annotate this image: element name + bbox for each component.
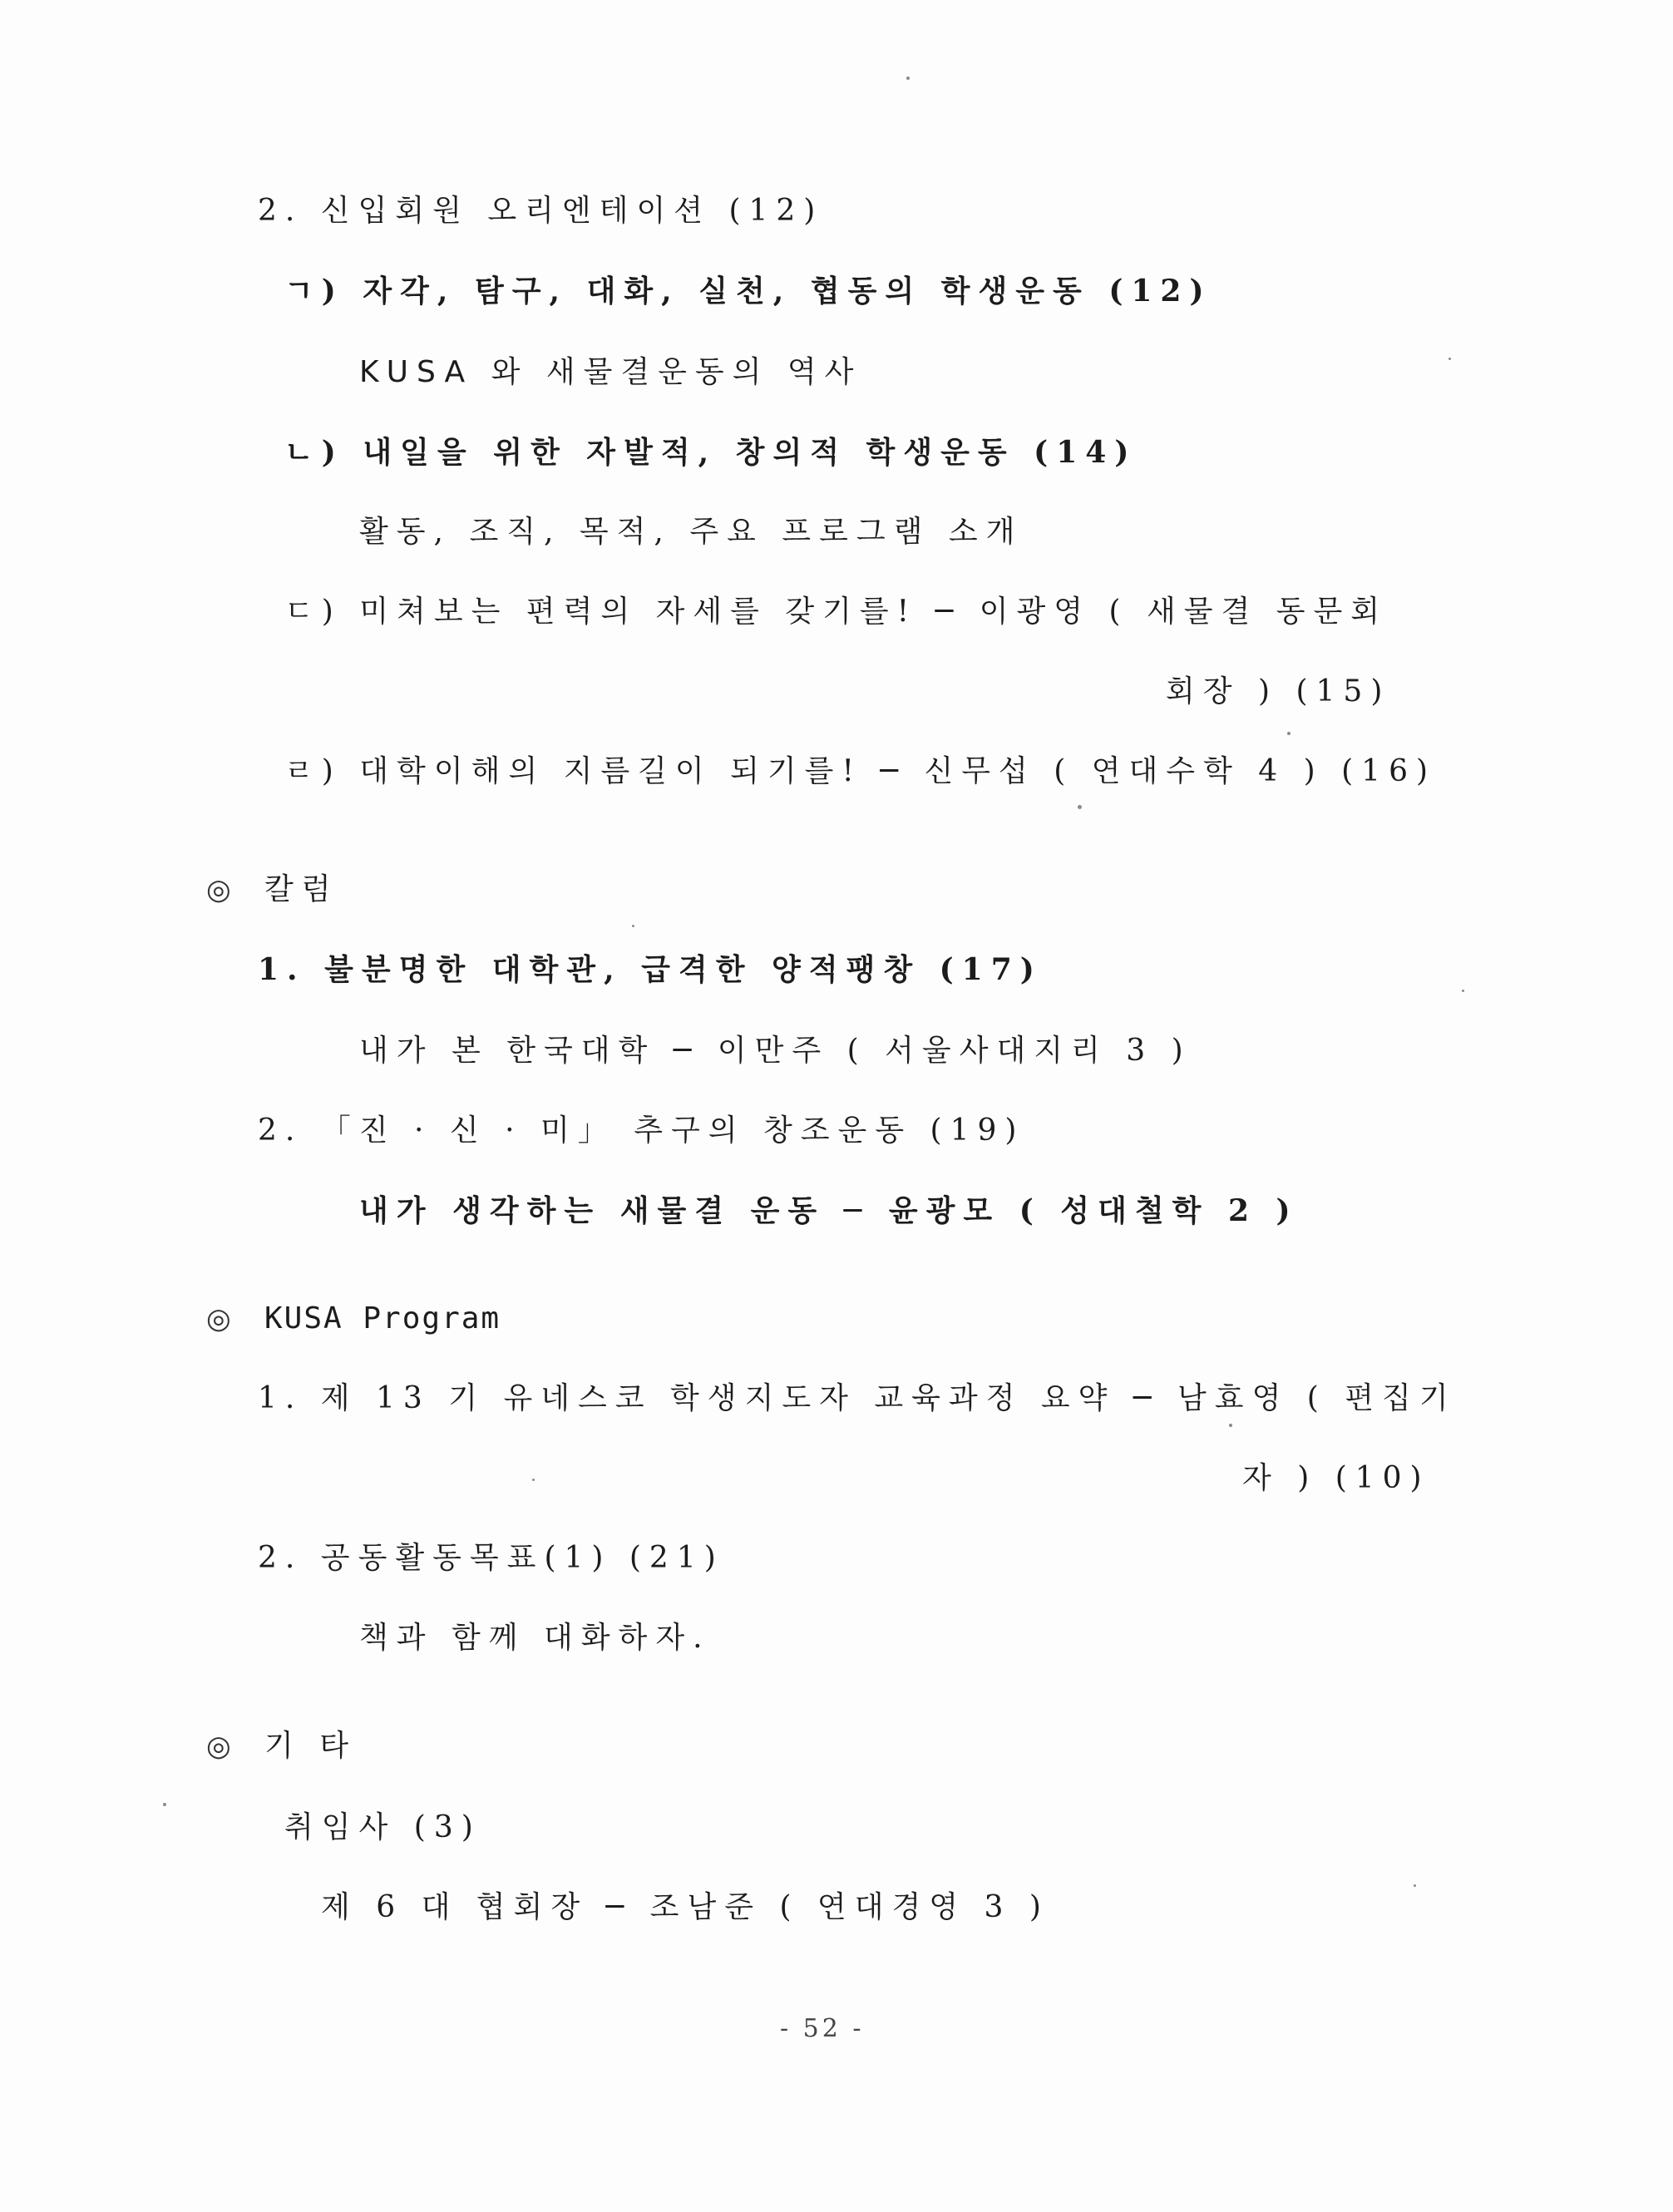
etc-item-inaugural-desc: 제 6 대 협회장 ─ 조남준 ( 연대경영 3 )	[321, 1890, 1049, 1924]
toc-subitem-a: ㄱ) 자각, 탐구, 대화, 실천, 협동의 학생운동 (12)	[284, 274, 1212, 309]
section-mark-icon: ◎	[206, 1302, 231, 1336]
toc-subitem-b-desc: 활동, 조직, 목적, 주요 프로그램 소개	[359, 515, 1024, 549]
program-item-2: 2. 공동활동목표(1) (21)	[258, 1541, 724, 1575]
scan-speck	[906, 77, 910, 80]
section-title: KUSA Program	[264, 1301, 501, 1336]
program-item-1: 1. 제 13 기 유네스코 학생지도자 교육과정 요약 ─ 남효영 ( 편집기	[258, 1381, 1457, 1415]
program-item-2-desc: 책과 함께 대화하자.	[359, 1621, 711, 1655]
section-kusa-program	[206, 1301, 501, 1336]
toc-subitem-c-cont: 회장 ) (15)	[1166, 674, 1391, 709]
etc-item-inaugural: 취임사 (3)	[284, 1810, 481, 1844]
toc-subitem-c: ㄷ) 미쳐보는 편력의 자세를 갖기를! ─ 이광영 ( 새물결 동문회	[284, 595, 1389, 629]
column-item-1: 1. 불분명한 대학관, 급격한 양적팽창 (17)	[258, 952, 1043, 987]
scan-speck	[532, 1479, 535, 1481]
toc-subitem-d: ㄹ) 대학이해의 지름길이 되기를! ─ 신무섭 ( 연대수학 4 ) (16)	[284, 754, 1437, 788]
column-item-2: 2. 「진 · 신 · 미」 추구의 창조운동 (19)	[258, 1113, 1025, 1148]
section-mark-icon: ◎	[206, 1730, 231, 1763]
scan-speck	[1229, 1424, 1232, 1427]
scan-speck	[163, 1803, 166, 1806]
toc-item-orientation: 2. 신입회원 오리엔테이션 (12)	[258, 194, 824, 228]
scan-speck	[632, 925, 634, 927]
section-title: 칼럼	[264, 872, 339, 906]
page-number: - 52 -	[780, 2014, 865, 2043]
program-item-1-cont: 자 ) (10)	[1242, 1461, 1430, 1495]
scan-speck	[1448, 358, 1451, 360]
column-item-1-desc: 내가 본 한국대학 ─ 이만주 ( 서울사대지리 3 )	[359, 1034, 1192, 1068]
column-item-2-desc: 내가 생각하는 새물결 운동 ─ 윤광모 ( 성대철학 2 )	[359, 1193, 1299, 1228]
section-column	[206, 872, 339, 906]
section-title: 기 타	[264, 1729, 357, 1763]
scan-speck	[1078, 805, 1082, 809]
toc-subitem-a-desc: KUSA 와 새물결운동의 역사	[359, 355, 862, 389]
scan-speck	[1287, 732, 1291, 735]
section-etc	[206, 1731, 357, 1761]
scan-speck	[1414, 1884, 1416, 1887]
scan-speck	[1462, 990, 1464, 992]
toc-subitem-b: ㄴ) 내일을 위한 자발적, 창의적 학생운동 (14)	[284, 435, 1138, 470]
section-mark-icon: ◎	[206, 873, 231, 906]
